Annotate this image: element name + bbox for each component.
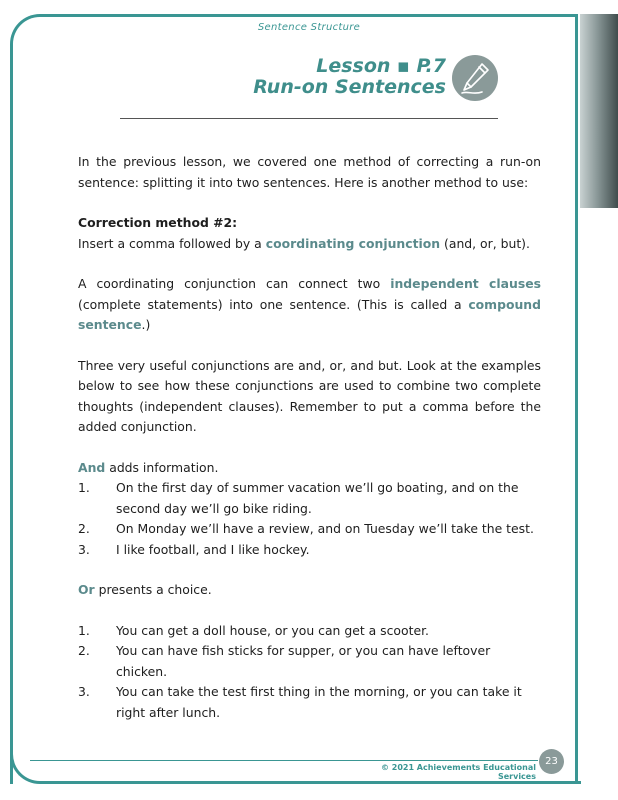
list-number: 1. [78,480,90,495]
side-shade [580,14,618,208]
copyright-notice: © 2021 Achievements Educational Services [380,763,536,781]
definition-part2: (complete statements) into one sentence. (This is called a [78,296,469,312]
and-heading [78,458,541,479]
term-compound-sentence: compound sentence [78,296,541,332]
list-item [78,540,541,561]
section-title: Sentence Structure [257,22,361,33]
pen-icon [452,55,498,101]
method-text-before: Insert a comma followed by a [78,235,266,251]
list-text: You can have fish sticks for supper, or you can have leftover chicken. [116,643,491,679]
footer-divider [30,760,538,761]
list-number: 2. [78,643,90,658]
list-number: 2. [78,521,90,536]
definition-part3: .) [141,317,151,332]
list-number: 1. [78,622,90,638]
term-independent-clauses: independent clauses [390,276,541,291]
list-item [78,519,541,540]
list-item [78,641,541,682]
term-coordinating-conjunction: coordinating conjunction [265,235,441,251]
list-text: On Monday we’ll have a review, and on Tuesday we’ll take the test. [116,521,534,536]
list-item [78,682,541,723]
intro-paragraph: In the previous lesson, we covered one method of correcting a run-on sentence: splitting it into two sentences. Here is another method to use: [78,154,541,190]
list-item [78,478,541,519]
definition-part1: A coordinating conjunction can connect two [78,276,391,291]
list-text: You can get a doll house, or you can get a scooter. [116,622,429,638]
list-text: I like football, and I like hockey. [116,541,310,557]
lesson-title [253,56,446,98]
method-text-after: (and, or, but). [440,235,530,251]
title-divider [120,118,498,119]
page-number-badge: 23 [539,749,564,774]
lesson-content [78,152,541,723]
list-text: On the first day of summer vacation we’ll go boating, and on the second day we’ll go bike riding. [116,480,519,516]
method-text [78,234,541,255]
list-number: 3. [78,541,90,557]
or-heading-rest: presents a choice. [94,582,212,597]
or-heading [78,580,541,601]
method-heading: Correction method #2: [78,215,238,230]
and-heading-rest: adds information. [105,459,219,475]
list-item [78,621,541,642]
and-keyword: And [78,459,106,475]
definition-paragraph [78,274,541,336]
list-text: You can take the test first thing in the morning, or you can take it right after lunch. [116,684,522,720]
or-keyword: Or [78,582,95,597]
explanation-paragraph: Three very useful conjunctions are and, or, and but. Look at the examples below to see how these conjunctions are used to combine two complete thoughts (independent clauses). Remember to put a comma before the added conjunction. [78,357,541,434]
lesson-name: Run-on Sentences [253,76,446,98]
lesson-number: Lesson ▪ P.7 [316,55,446,77]
list-number: 3. [78,684,90,699]
